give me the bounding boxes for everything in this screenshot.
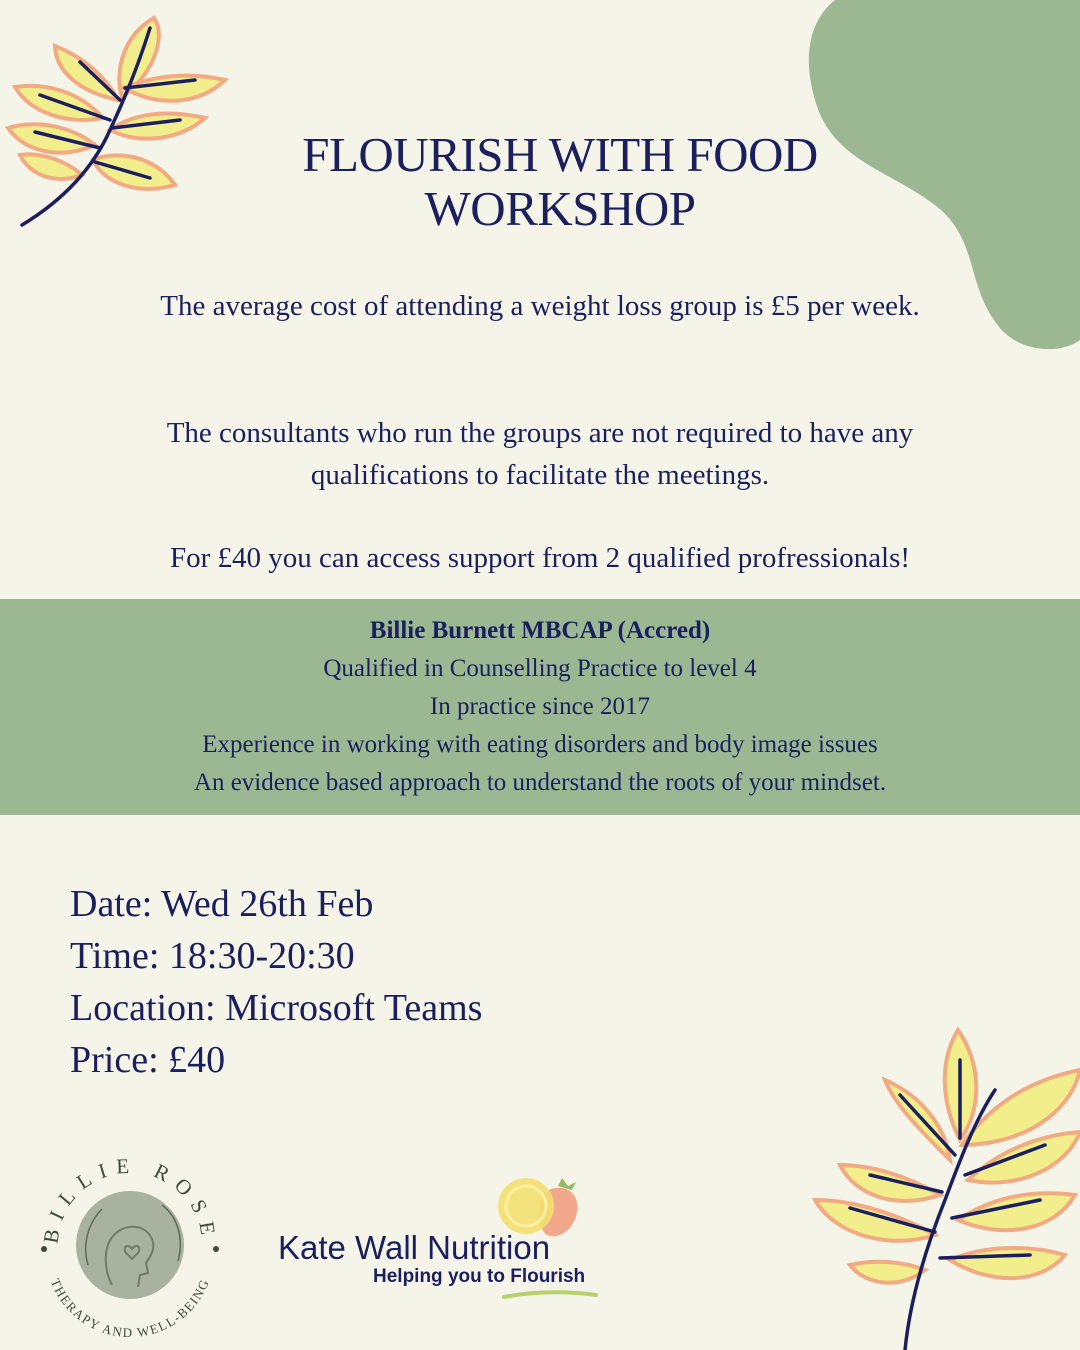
practitioner-line: An evidence based approach to understand the roots of your mindset.	[193, 769, 887, 796]
practitioner-line: In practice since 2017	[429, 693, 651, 720]
cost-paragraph: The average cost of attending a weight loss group is £5 per week.	[160, 290, 920, 322]
billie-rose-logo	[30, 1145, 230, 1345]
title-line-1: FLOURISH WITH FOOD	[302, 127, 818, 182]
practitioner-name: Billie Burnett MBCAP (Accred)	[369, 617, 711, 644]
consultants-paragraph: The consultants who run the groups are not required to have any qualifications to facilitate the meetings.	[166, 417, 914, 491]
kate-wall-logo-name: Kate Wall Nutrition	[278, 1229, 551, 1266]
event-location: Location: Microsoft Teams	[70, 987, 483, 1029]
title-line-2: WORKSHOP	[424, 181, 696, 236]
practitioner-line: Experience in working with eating disorders and body image issues	[202, 731, 878, 758]
kate-wall-logo-tagline: Helping you to Flourish	[373, 1266, 586, 1287]
billie-rose-top-text: BILLIE ROSE	[38, 1153, 222, 1246]
tagline-underline-swoosh	[500, 1288, 600, 1302]
event-date: Date: Wed 26th Feb	[70, 883, 374, 925]
event-price: Price: £40	[70, 1039, 226, 1081]
practitioner-line: Qualified in Counselling Practice to level 4	[323, 655, 757, 682]
leaf-branch-bottom-right-icon	[800, 1020, 1080, 1350]
billie-rose-bottom-text: THERAPY AND WELL-BEING	[47, 1276, 213, 1341]
workshop-title	[0, 128, 1080, 236]
event-time: Time: 18:30-20:30	[70, 935, 355, 977]
offer-paragraph: For £40 you can access support from 2 qualified profressionals!	[169, 542, 911, 574]
